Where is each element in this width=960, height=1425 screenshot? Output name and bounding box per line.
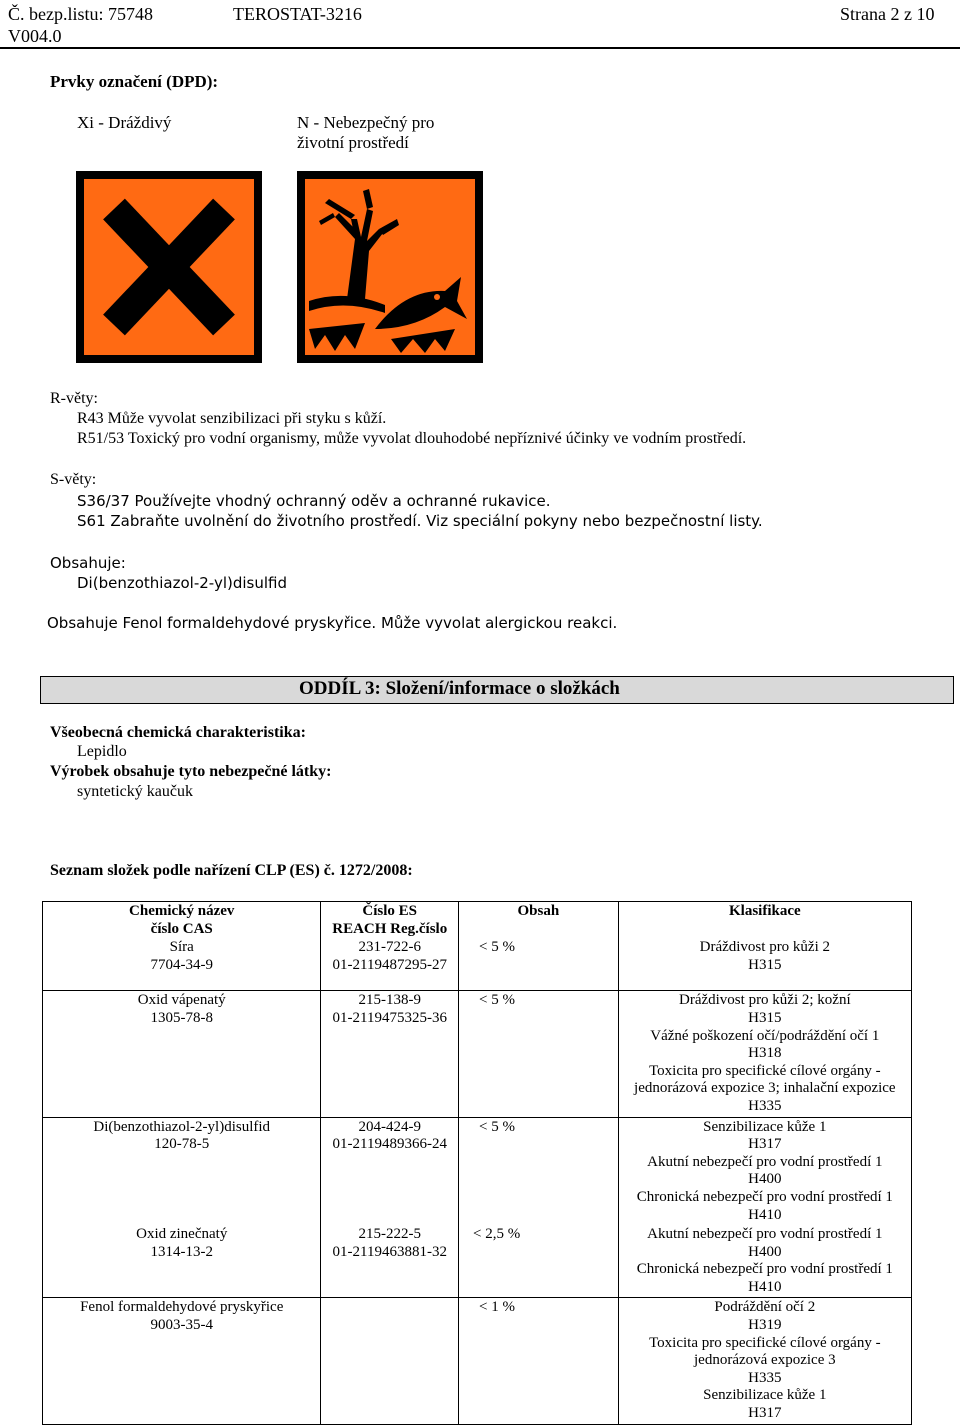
header-rule (0, 47, 960, 49)
r-phrase-2: R51/53 Toxický pro vodní organismy, může vyvolat dlouhodobé nepříznivé účinky ve vodním prostředí. (77, 430, 747, 447)
classification-line: Toxicita pro specifické cílové orgány - (649, 1062, 881, 1079)
reach-number: 01-2119475325-36 (332, 1009, 447, 1026)
col-name-header (43, 902, 321, 939)
es-number: 204-424-9 (358, 1118, 421, 1135)
cas-number: 120-78-5 (154, 1136, 210, 1153)
clp-list-title: Seznam složek podle nařízení CLP (ES) č. 1272/2008: (50, 862, 413, 879)
col-class-header: Klasifikace (618, 902, 911, 939)
header-cas: číslo CAS (150, 920, 213, 937)
classification-line: H315 (748, 956, 782, 973)
general-char-label: Všeobecná chemická charakteristika: (50, 724, 306, 741)
table-row (43, 1117, 912, 1225)
cas-number: 1305-78-8 (150, 1009, 213, 1026)
contains-value: Di(benzothiazol-2-yl)disulfid (77, 574, 287, 592)
es-number: 215-138-9 (358, 992, 421, 1009)
classification-line: H410 (748, 1278, 782, 1295)
classification-line: Toxicita pro specifické cílové orgány - (649, 1334, 881, 1351)
classification-line: jednorázová expozice 3 (694, 1352, 836, 1369)
es-number: 231-722-6 (358, 939, 421, 956)
table-row (43, 938, 912, 991)
product-name: TEROSTAT-3216 (233, 4, 362, 24)
chemical-name: Oxid vápenatý (137, 992, 226, 1009)
x-cross-icon (84, 179, 254, 355)
section3-title: ODDÍL 3: Složení/informace o složkách (299, 678, 620, 699)
classification-line: H318 (748, 1045, 782, 1062)
es-empty-cell (321, 1298, 459, 1424)
cas-number: 9003-35-4 (150, 1317, 213, 1334)
contains-note: Obsahuje Fenol formaldehydové pryskyřice. Může vyvolat alergickou reakci. (47, 614, 618, 632)
chemical-name: Fenol formaldehydové pryskyřice (80, 1299, 284, 1316)
classification-line: Senzibilizace kůže 1 (703, 1118, 827, 1135)
col-es-header (321, 902, 459, 939)
symbol-n-label-1: N - Nebezpečný pro (297, 113, 435, 132)
classification-line: Podráždění očí 2 (714, 1299, 816, 1316)
classification-line: H335 (748, 1369, 782, 1386)
classification-line: H315 (748, 1009, 782, 1026)
classification-line: Akutní nebezpečí pro vodní prostředí 1 (647, 1226, 883, 1243)
classification-line: Dráždivost pro kůži 2; kožní (679, 992, 851, 1009)
cas-number: 1314-13-2 (150, 1243, 213, 1260)
hazard-x-pictogram (76, 171, 262, 363)
reach-number: 01-2119489366-24 (332, 1136, 447, 1153)
header-chemical-name: Chemický název (129, 903, 235, 919)
classification-line: H335 (748, 1097, 782, 1114)
classification-line: Chronická nebezpečí pro vodní prostředí 1 (636, 1188, 893, 1205)
hazardous-label: Výrobek obsahuje tyto nebezpečné látky: (50, 763, 332, 780)
classification-line: H317 (748, 1405, 782, 1422)
header-reach: REACH Reg.číslo (332, 920, 448, 937)
classification-line: jednorázová expozice 3; inhalační expozice (634, 1080, 896, 1097)
table-header-row (43, 902, 912, 939)
contains-title: Obsahuje: (50, 554, 126, 572)
classification-line: Chronická nebezpečí pro vodní prostředí 1 (636, 1261, 893, 1278)
general-char-value: Lepidlo (77, 743, 127, 760)
s-phrase-2: S61 Zabraňte uvolnění do životního prostředí. Viz speciální pokyny nebo bezpečnostní listy. (77, 512, 763, 530)
content-value: < 5 % (459, 938, 619, 991)
classification-line: Vážné poškození očí/podráždění očí 1 (650, 1027, 880, 1044)
symbol-xi-label: Xi - Dráždivý (77, 113, 172, 132)
table-row (43, 1225, 912, 1298)
content-value: < 1 % (459, 1298, 619, 1424)
chemical-name: Síra (169, 939, 194, 956)
sheet-number: Č. bezp.listu: 75748 (8, 4, 153, 24)
r-phrase-1: R43 Může vyvolat senzibilizaci při styku s kůží. (77, 410, 387, 427)
reach-number: 01-2119487295-27 (332, 956, 447, 973)
classification-line: Senzibilizace kůže 1 (703, 1387, 827, 1404)
s-phrase-1: S36/37 Používejte vhodný ochranný oděv a ochranné rukavice. (77, 492, 551, 510)
header-es: Číslo ES (362, 903, 418, 919)
classification-line: H400 (748, 1243, 782, 1260)
col-content-header: Obsah (459, 902, 619, 939)
labeling-title: Prvky označení (DPD): (50, 72, 219, 91)
s-phrases-title: S-věty: (50, 471, 97, 488)
content-value: < 5 % (459, 991, 619, 1117)
symbol-n-label-2: životní prostředí (297, 133, 409, 152)
classification-line: H400 (748, 1171, 782, 1188)
cas-number: 7704-34-9 (150, 956, 213, 973)
classification-line: Akutní nebezpečí pro vodní prostředí 1 (647, 1153, 883, 1170)
page-number: Strana 2 z 10 (840, 4, 935, 24)
classification-line: H317 (748, 1136, 782, 1153)
chemical-name: Oxid zinečnatý (136, 1226, 228, 1243)
es-number: 215-222-5 (358, 1226, 421, 1243)
r-phrases-title: R-věty: (50, 390, 98, 407)
classification-line: H319 (748, 1317, 782, 1334)
table-row (43, 1298, 912, 1424)
environment-hazard-pictogram (297, 171, 483, 363)
content-value: < 5 % (459, 1117, 619, 1225)
reach-number: 01-2119463881-32 (332, 1243, 447, 1260)
chemical-name: Di(benzothiazol-2-yl)disulfid (93, 1118, 271, 1135)
hazardous-value: syntetický kaučuk (77, 783, 193, 800)
dead-tree-fish-icon (305, 179, 475, 355)
version: V004.0 (8, 26, 62, 46)
classification-line: Dráždivost pro kůži 2 (699, 939, 831, 956)
composition-table (42, 901, 912, 1425)
table-row (43, 991, 912, 1117)
section3-header (40, 676, 954, 704)
classification-line: H410 (748, 1206, 782, 1223)
content-value: < 2,5 % (459, 1225, 619, 1298)
